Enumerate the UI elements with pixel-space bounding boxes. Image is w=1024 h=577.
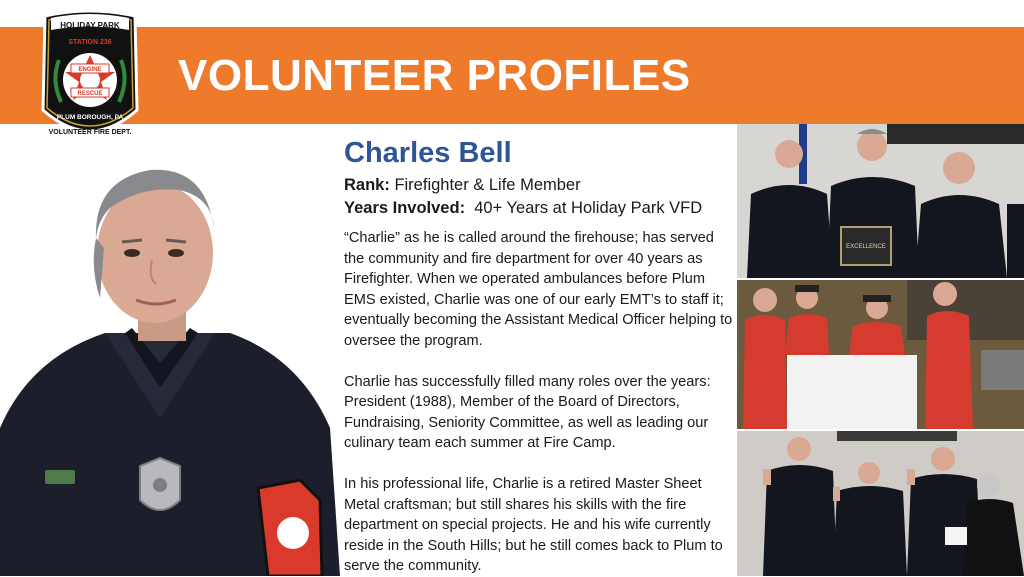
profile-content	[344, 136, 734, 577]
svg-text:VOLUNTEER FIRE DEPT.: VOLUNTEER FIRE DEPT.	[48, 129, 132, 136]
svg-text:STATION 236: STATION 236	[68, 39, 112, 46]
svg-text:PLUM BOROUGH, PA: PLUM BOROUGH, PA	[56, 114, 124, 121]
years-label: Years Involved:	[344, 199, 466, 217]
rank-label: Rank:	[344, 176, 390, 194]
bio-paragraph-2: Charlie has successfully filled many roles over the years: President (1988), Member of the Board of Directors, Fundraising, Seniority Committee, as well as leading our culinary team each summer at Fire Camp.	[344, 373, 711, 452]
member-name: Charles Bell	[344, 137, 512, 169]
bio-paragraph-1: “Charlie” as he is called around the firehouse; has served the community and fire department for over 40 years as Firefighter. When we operated ambulances before Plum EMS existed, Charlie was one of our early EMT’s to staff it; eventually becoming the Assistant Medical Officer helping to oversee the program.	[344, 230, 733, 349]
years-value: 40+ Years at Holiday Park VFD	[474, 199, 703, 217]
svg-text:ENGINE: ENGINE	[78, 67, 102, 73]
photo-swearing-in	[737, 431, 1024, 576]
svg-text:HOLIDAY PARK: HOLIDAY PARK	[60, 21, 120, 30]
photo-volunteers-red-shirts	[737, 280, 1024, 429]
bio-paragraph-3: In his professional life, Charlie is a retired Master Sheet Metal craftsman; but still shares his skills with the fire department on special projects. He and his wife currently reside in the South Hills; but he still comes back to Plum to serve the community.	[344, 475, 723, 575]
rank-line	[344, 174, 734, 197]
member-portrait	[0, 128, 340, 576]
years-line	[344, 197, 734, 220]
svg-text:EXCELLENCE: EXCELLENCE	[846, 244, 886, 250]
department-patch-logo	[37, 10, 143, 144]
rank-value: Firefighter & Life Member	[394, 176, 581, 194]
page-title: VOLUNTEER PROFILES	[178, 51, 691, 100]
svg-text:RESCUE: RESCUE	[77, 91, 103, 97]
photo-award-ceremony	[737, 124, 1024, 278]
